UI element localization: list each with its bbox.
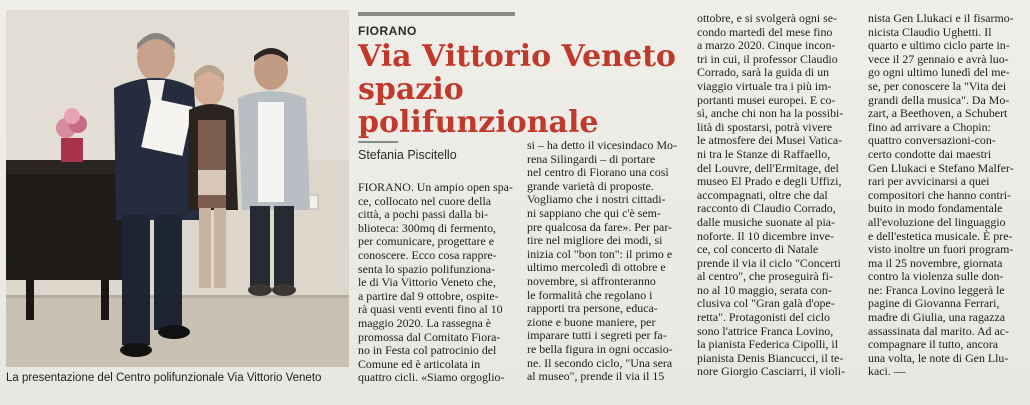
article-text-line: rà quasi venti eventi fino al 10 xyxy=(358,303,503,317)
article-text-line: ma il 25 novembre, giornata xyxy=(868,256,1003,270)
article-text-line: una volta, le note di Gen Llu- xyxy=(868,351,1009,365)
article-text-line: le atmosfere dei Musei Vatica- xyxy=(697,134,843,148)
article-text-line: nista Gen Llukaci e il fisarmo- xyxy=(868,12,1014,25)
article-text-line: compagnare il tutto, ancora xyxy=(868,338,999,352)
article-text-line: kaci. — xyxy=(868,365,906,379)
article-text-line: nore Giorgio Casciarri, il violi- xyxy=(697,365,846,379)
article-text-line: rapporti tra persone, educa- xyxy=(527,302,658,316)
article-text-line: senta lo spazio polifunziona- xyxy=(358,262,496,276)
article-text-line: Comune ed è articolata in xyxy=(358,357,481,371)
headline-line-2: spazio polifunzionale xyxy=(358,72,599,140)
article-text-line: promossa dal Comitato Fiora- xyxy=(358,330,501,344)
article-column-1 xyxy=(358,181,518,385)
article-text-line: nel centro di Fiorano una così xyxy=(527,166,669,180)
article-text-line: contro la violenza sulle don- xyxy=(868,270,1004,284)
article-text-line: tri in cui, il professor Claudio xyxy=(697,52,838,66)
article-text-line: prende il via il ciclo "Concerti xyxy=(697,256,841,270)
article-column-4 xyxy=(868,12,1028,379)
article-text-line: novembre, si affronteranno xyxy=(527,274,656,288)
article-text-line: le di Via Vittorio Veneto che, xyxy=(358,276,496,290)
article-text-line: portanti musei europei. E co- xyxy=(697,93,836,107)
article-text-line: città, a pochi passi dalla bi- xyxy=(358,208,489,222)
presentation-photo-illustration xyxy=(6,10,349,367)
article-text-line: per comunicare, progettare e xyxy=(358,235,495,249)
article-column-2 xyxy=(527,139,689,384)
article-text-line: vece il 27 gennaio e avrà luo- xyxy=(868,52,1009,66)
article-text-line: FIORANO. Un ampio open spa- xyxy=(358,181,513,194)
article-text-line: la pianista Federica Cipolli, il xyxy=(697,338,839,352)
article-text-line: quattro cicli. «Siamo orgoglio- xyxy=(358,371,505,385)
article-text-line: ottobre, e si svolgerà ogni se- xyxy=(697,12,838,25)
article-text-line: rari per avvicinarsi a quei xyxy=(868,175,990,189)
article-text-line: al centro", che proseguirà fi- xyxy=(697,270,833,284)
article-text-line: blioteca: 300mq di fermento, xyxy=(358,221,497,235)
article-text-line: a partire dal 9 ottobre, ospite- xyxy=(358,289,499,303)
article-text-line: e dell'estetica musicale. È pre- xyxy=(868,229,1013,243)
article-text-line: a marzo 2020. Cinque incon- xyxy=(697,39,836,53)
article-text-line: no al 10 maggio, serata con- xyxy=(697,283,832,297)
article-text-line: fino ad arrivare a Chopin: xyxy=(868,120,991,134)
article-photo xyxy=(6,10,349,367)
article-text-line: grandi della musica". Da Mo- xyxy=(868,93,1010,107)
article-text-line: noforte. Il 10 dicembre inve- xyxy=(697,229,835,243)
article-column-3 xyxy=(697,12,859,379)
article-text-line: condo martedì del mese fino xyxy=(697,25,833,39)
article-text-line: clusiva col "Gran galà d'ope- xyxy=(697,297,835,311)
article-text-line: dalle musiche suonate al pia- xyxy=(697,215,836,229)
article-text-line: ce, col concerto di Natale xyxy=(697,243,819,257)
article-text-line: quattro conversazioni-con- xyxy=(868,134,996,148)
article-text-line: nicista Claudio Ughetti. Il xyxy=(868,25,992,39)
article-text-line: compositori che hanno contri- xyxy=(868,188,1011,202)
article-text-line: lità di spostarsi, potrà vivere xyxy=(697,120,833,134)
article-text-line: si – ha detto il vicesindaco Mo- xyxy=(527,139,677,152)
article-text-line: Gen Llukaci e Stefano Malfer- xyxy=(868,161,1014,175)
article-text-line: rena Silingardi – di portare xyxy=(527,152,656,166)
article-text-line: se, per conoscere la "Vita dei xyxy=(868,79,1007,93)
article-text-line: museo El Prado e degli Uffizi, xyxy=(697,175,842,189)
article-text-line: accompagnati, oltre che dal xyxy=(697,188,828,202)
article-text-line: pre qualcosa da fare». Per par- xyxy=(527,220,673,234)
article-text-line: no in Festa col patrocinio del xyxy=(358,344,497,358)
article-text-line: re bella figura in ogni occasio- xyxy=(527,342,673,356)
article-text-line: maggio 2020. La rassegna è xyxy=(358,316,492,330)
article-text-line: tire nel migliore dei modi, si xyxy=(527,234,663,248)
article-text-line: imparare tutti i segreti per fa- xyxy=(527,329,667,343)
article-text-line: sì, anche chi non ha la possibi- xyxy=(697,107,844,121)
article-text-line: ce, collocato nel cuore della xyxy=(358,194,492,208)
article-text-line: inizia col "bon ton": il primo e xyxy=(527,247,673,261)
article-text-line: all'evoluzione del linguaggio xyxy=(868,215,1006,229)
article-text-line: ne: Franca Lovino leggerà le xyxy=(868,283,1005,297)
article-text-line: certo condotte dai maestri xyxy=(868,147,992,161)
article-text-line: visto inoltre un fuori program- xyxy=(868,243,1014,257)
article-text-line: zart, a Beethoven, a Schubert xyxy=(868,107,1008,121)
article-text-line: viaggio virtuale tra i più im- xyxy=(697,79,832,93)
article-text-line: Vogliamo che i nostri cittadi- xyxy=(527,193,666,207)
byline-rule xyxy=(358,141,398,143)
article-text-line: le formalità che regolano i xyxy=(527,288,653,302)
article-text-line: ultimo mercoledì di ottobre e xyxy=(527,261,666,275)
article-text-line: sono l'attrice Franca Lovino, xyxy=(697,324,834,338)
headline xyxy=(358,40,678,139)
byline: Stefania Piscitello xyxy=(358,148,457,162)
article-text-line: al museo", prende il via il 15 xyxy=(527,370,665,384)
article-text-line: zione e buone maniere, per xyxy=(527,315,656,329)
section-rule xyxy=(358,12,515,16)
article-text-line: madre di Giulia, una ragazza xyxy=(868,311,1006,325)
article-text-line: grande varietà di proposte. xyxy=(527,179,654,193)
article-text-line: ni sappiano che qui c'è sem- xyxy=(527,206,661,220)
article-text-line: assassinata dal marito. Ad ac- xyxy=(868,324,1009,338)
article-text-line: retta". Protagonisti del ciclo xyxy=(697,311,830,325)
article-text-line: ne. Il secondo ciclo, "Una sera xyxy=(527,356,673,370)
article-text-line: ni tra le Stanze di Raffaello, xyxy=(697,147,831,161)
article-text-line: pagine di Giovanna Ferrari, xyxy=(868,297,1000,311)
article-text-line: quarto e ultimo ciclo parte in- xyxy=(868,39,1010,53)
article-text-line: del Louvre, dell'Ermitage, del xyxy=(697,161,839,175)
article-text-line: buito in modo fondamentale xyxy=(868,202,1003,216)
article-text-line: Corrado, sarà la guida di un xyxy=(697,66,830,80)
photo-caption: La presentazione del Centro polifunzionale Via Vittorio Veneto xyxy=(6,372,322,384)
article-text-line: pianista Denis Biancucci, il te- xyxy=(697,351,844,365)
section-label: FIORANO xyxy=(358,24,417,38)
article-text-line: conoscere. Ecco cosa rappre- xyxy=(358,248,497,262)
headline-line-1: Via Vittorio Veneto xyxy=(358,39,676,74)
article-text-line: go ogni ultimo lunedì del me- xyxy=(868,66,1010,80)
article-text-line: racconto di Claudio Corrado, xyxy=(697,202,836,216)
